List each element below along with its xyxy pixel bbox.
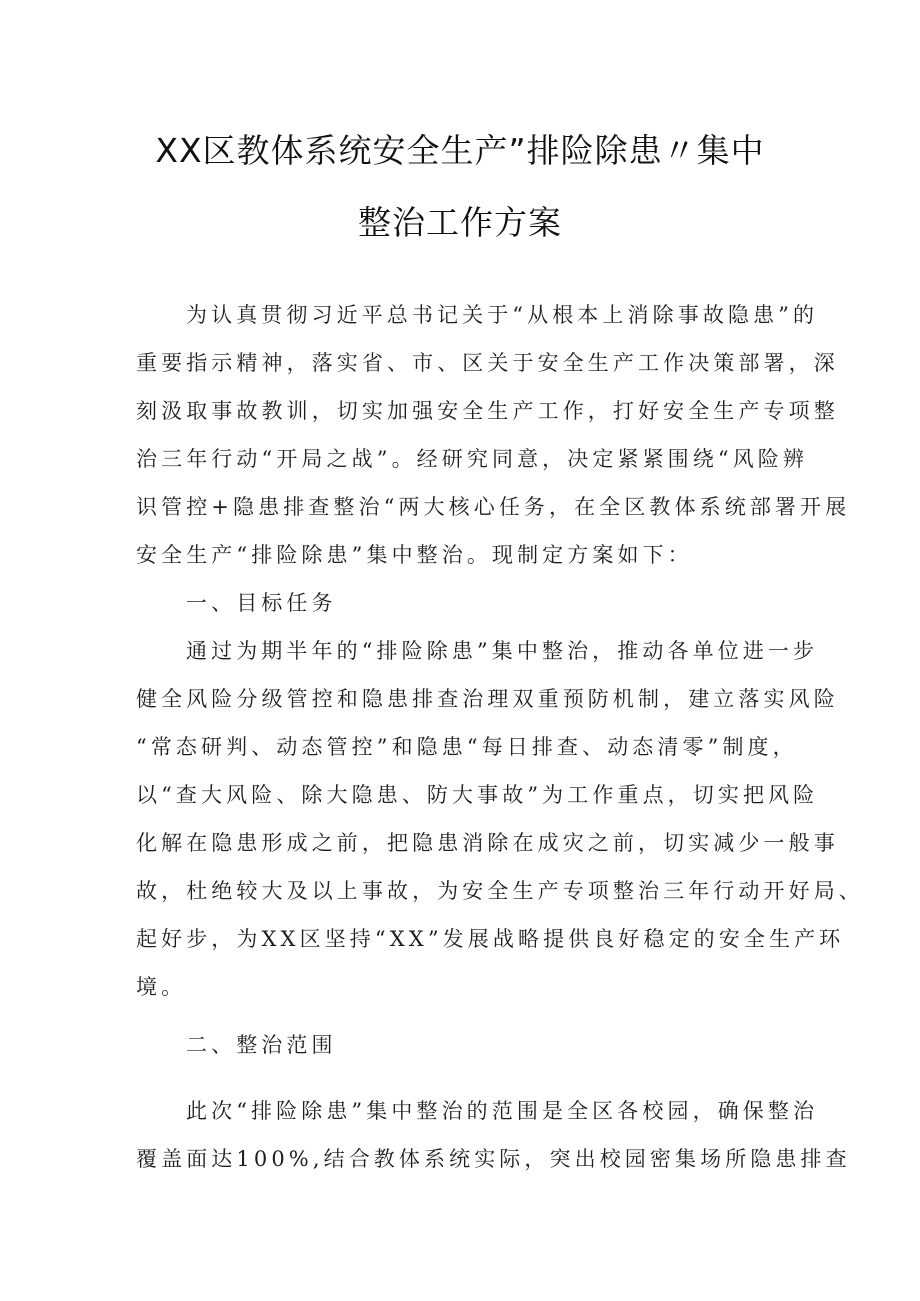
paragraph-line: 以“查大风险、除大隐患、防大事故”为工作重点，切实把风险 [136,783,819,807]
document-title-line-1: XX区教体系统安全生产”排险除患〃集中 [155,131,765,170]
paragraph-line: 安全生产“排险除患”集中整治。现制定方案如下： [136,543,693,567]
paragraph-line: 境。 [136,975,187,999]
paragraph-line: 刻汲取事故教训，切实加强安全生产工作，打好安全生产专项整 [136,399,839,423]
paragraph-line: 化解在隐患形成之前，把隐患消除在成灾之前，切实减少一般事 [136,831,839,855]
paragraph-line: 起好步，为XX区坚持“XX”发展战略提供良好稳定的安全生产环 [136,927,845,951]
paragraph-line: “常态研判、动态管控”和隐患“每日排查、动态清零”制度， [136,735,798,759]
document-title-line-2: 整治工作方案 [358,203,562,242]
paragraph-line: 为认真贯彻习近平总书记关于“从根本上消除事故隐患”的 [186,303,819,327]
paragraph-line: 覆盖面达100%,结合教体系统实际，突出校园密集场所隐患排查 [136,1147,851,1171]
section-heading: 一、目标任务 [186,591,337,615]
paragraph-line: 重要指示精神，落实省、市、区关于安全生产工作决策部署，深 [136,351,839,375]
paragraph-line: 治三年行动“开局之战”。经研究同意，决定紧紧围绕“风险辨 [136,447,809,471]
paragraph-line: 健全风险分级管控和隐患排查治理双重预防机制，建立落实风险 [136,687,839,711]
paragraph-line: 识管控+隐患排查整治“两大核心任务，在全区教体系统部署开展 [136,495,851,519]
section-heading: 二、整治范围 [186,1033,337,1057]
paragraph-line: 此次“排险除患”集中整治的范围是全区各校园，确保整治 [186,1099,819,1123]
paragraph-line: 通过为期半年的“排险除患”集中整治，推动各单位进一步 [186,639,819,663]
paragraph-line: 故，杜绝较大及以上事故，为安全生产专项整治三年行动开好局、 [136,879,864,903]
